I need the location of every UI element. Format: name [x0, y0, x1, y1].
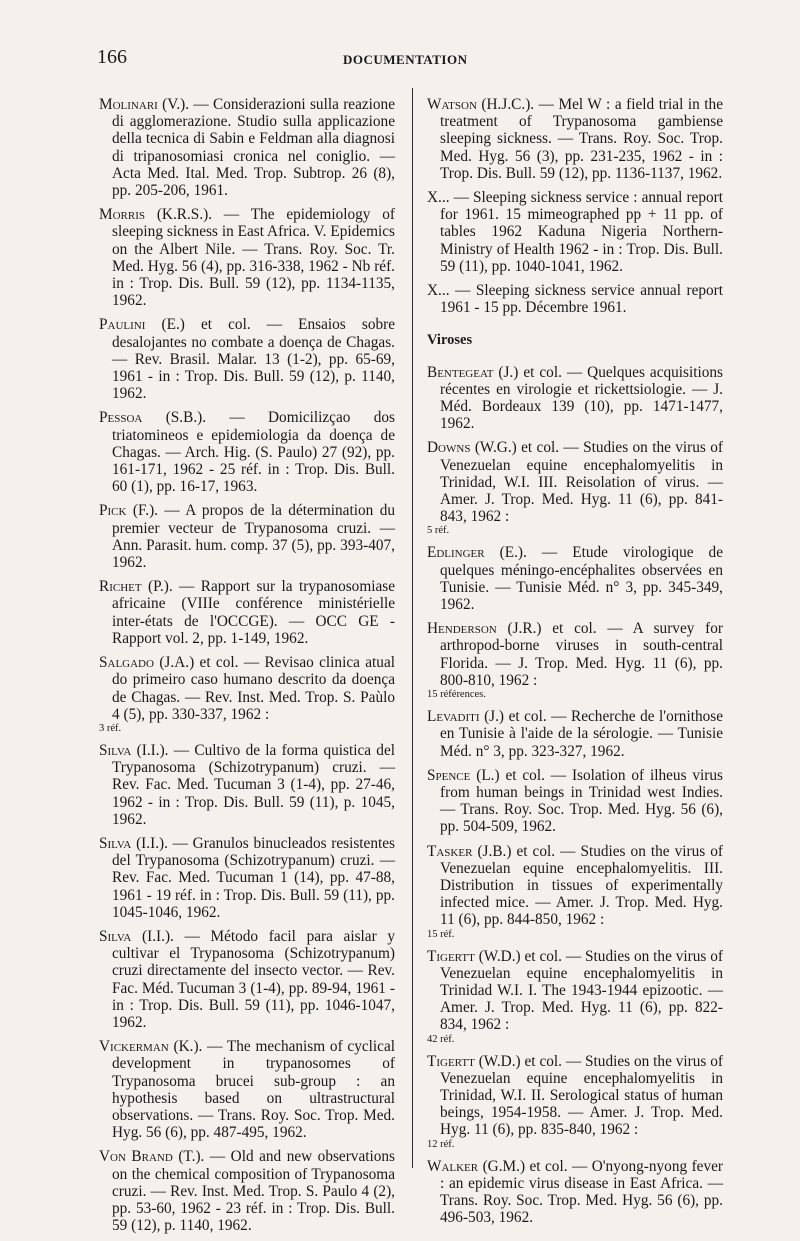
reference-author: X... — [427, 189, 450, 207]
reference-text: (I.I.). — Método facil para aislar y cultivar el Trypanosoma (Schizotrypanum) cruzi directamente del insecto vector. — Rev. Fac. Méd. Tucuman 3 (1-4), pp. 89-94, 1961 - in : Trop. Dis. Bull. 59 (11), pp. 1046-1047, 1962. — [112, 927, 395, 1031]
reference-author: Salgado — [99, 654, 154, 672]
reference-author: Downs — [427, 439, 471, 457]
reference-text: (J.) et col. — Quelques acquisitions récentes en virologie et rickettsiologie. — J. Méd. Bordeaux 139 (10), pp. 1471-1477, 1962. — [440, 363, 723, 433]
reference-text: (L.) et col. — Isolation of ilheus virus from human beings in Trinidad west Indies. — Trans. Roy. Soc. Trop. Med. Hyg. 56 (6), pp. 504-509, 1962. — [440, 766, 723, 836]
reference-text: (E.). — Etude virologique de quelques méningo-encéphalites observées en Tunisie. — Tunisie Méd. n° 3, pp. 345-349, 1962. — [440, 544, 723, 614]
reference-entry — [99, 409, 395, 495]
reference-text: (H.J.C.). — Mel W : a field trial in the treatment of Trypanosoma gambiense sleeping sickness. — Trans. Roy. Soc. Trop. Med. Hyg. 56 (3), pp. 231-235, 1962 - in : Trop. Dis. Bull. 59 (12), pp. 1136-1137, 1962. — [440, 96, 723, 182]
reference-entry — [99, 206, 395, 309]
reference-entry — [99, 928, 395, 1031]
left-column — [99, 96, 395, 1241]
reference-entry — [99, 835, 395, 921]
reference-text: (F.). — A propos de la détermination du premier vecteur de Trypanosoma cruzi. — Ann. Parasit. hum. comp. 37 (5), pp. 393-407, 1962. — [112, 502, 395, 572]
reference-entry — [427, 708, 723, 760]
reference-author: Walker — [427, 1157, 479, 1175]
reference-author: Levaditi — [427, 708, 480, 726]
reference-text: (P.). — Rapport sur la trypanosomiase africaine (VIIIe conférence ministérielle inter-états de l'OCCGE). — OCC GE - Rapport vol. 2, pp. 1-149, 1962. — [112, 578, 395, 647]
reference-count-note: 5 réf. — [427, 525, 450, 537]
reference-text: (W.D.) et col. — Studies on the virus of Venezuelan equine encephalomyelitis in Trinidad W.I. I. The 1943-1944 epizootic. — Amer. J. Trop. Med. Hyg. 11 (6), pp. 822-834, 1962 : — [440, 947, 723, 1034]
reference-author: Paulini — [99, 316, 146, 334]
reference-author: Richet — [99, 578, 142, 596]
page-number: 166 — [97, 46, 127, 68]
reference-author: Watson — [427, 96, 477, 113]
reference-entry — [99, 742, 395, 828]
reference-entry — [99, 1038, 395, 1141]
reference-entry — [427, 843, 723, 941]
reference-author: Von Brand — [99, 1148, 173, 1166]
reference-text: (J.) et col. — Recherche de l'ornithose en Tunisie à l'aide de la sérologie. — Tunisie Méd. n° 3, pp. 323-327, 1962. — [440, 708, 723, 760]
reference-count-note: 15 références. — [427, 689, 486, 701]
reference-author: Silva — [99, 927, 132, 945]
reference-entry — [427, 1158, 723, 1227]
reference-entry — [427, 282, 723, 316]
reference-author: Tigertt — [427, 947, 475, 965]
reference-entry — [99, 502, 395, 571]
reference-text: (T.). — Old and new observations on the chemical composition of Trypanosoma cruzi. — Rev. Inst. Med. Trop. S. Paulo 4 (2), pp. 53-60, 1962 - 23 réf. in : Trop. Dis. Bull. 59 (12), p. 1140, 1962. — [112, 1148, 395, 1235]
column-divider — [412, 88, 413, 1168]
reference-entry — [427, 439, 723, 537]
reference-author: Henderson — [427, 620, 497, 638]
reference-entry — [427, 948, 723, 1046]
reference-entry — [427, 544, 723, 613]
reference-count-note: 15 réf. — [427, 928, 455, 940]
reference-text: (K.R.S.). — The epidemiology of sleeping sickness in East Africa. V. Epidemics on the Albert Nile. — Trans. Roy. Soc. Tr. Med. Hyg. 56 (4), pp. 316-338, 1962 - Nb réf. in : Trop. Dis. Bull. 59 (12), pp. 1134-1135, 1962. — [112, 206, 395, 310]
reference-author: Silva — [99, 741, 132, 759]
reference-entry — [99, 654, 395, 735]
reference-text: (K.). — The mechanism of cyclical development in trypanosomes of Trypanosoma brucei sub-group : an hypothesis based on ultrastructural observations. — Trans. Roy. Soc. Trop. Med. Hyg. 56 (6), pp. 487-495, 1962. — [112, 1038, 395, 1142]
reference-text: (I.I.). — Cultivo de la forma quistica del Trypanosoma (Schizotrypanum) cruzi. — Rev. Fac. Med. Tucuman 3 (1-4), pp. 27-46, 1962 - in : Trop. Dis. Bull. 59 (11), p. 1045, 1962. — [112, 741, 395, 828]
reference-text: (S.B.). — Domicilizçao dos triatomineos e epidemiologia da doença de Chagas. — Arch. Hig. (S. Paulo) 27 (92), pp. 161-171, 1962 - 25 réf. in : Trop. Dis. Bull. 60 (1), pp. 16-17, 1963. — [112, 409, 395, 496]
reference-author: X... — [427, 282, 450, 300]
reference-author: Vickerman — [99, 1038, 169, 1056]
reference-text: (J.A.) et col. — Revisao clinica atual do primeiro caso humano descrito da doença de Chagas. — Rev. Inst. Med. Trop. S. Paùlo 4 (5), pp. 330-337, 1962 : — [112, 654, 395, 723]
reference-text: — Sleeping sickness service annual report 1961 - 15 pp. Décembre 1961. — [440, 282, 723, 317]
reference-count-note: 42 réf. — [427, 1033, 455, 1045]
reference-entry — [427, 189, 723, 275]
reference-author: Morris — [99, 206, 145, 224]
reference-author: Molinari — [99, 96, 158, 113]
reference-count-note: 12 réf. — [427, 1138, 455, 1150]
reference-text: (V.). — Considerazioni sulla reazione di agglomerazione. Studio sulla applicazione della tecnica di Sabin e Feldman alla diagnosi di tripanosomiasi cronica nel coniglio. — Acta Med. Ital. Med. Trop. Subtrop. 26 (8), pp. 205-206, 1961. — [112, 96, 395, 200]
reference-text: (J.R.) et col. — A survey for arthropod-borne viruses in south-central Florida. — J. Trop. Med. Hyg. 11 (6), pp. 800-810, 1962 : — [440, 620, 723, 689]
reference-author: Tasker — [427, 842, 473, 860]
reference-entry — [99, 96, 395, 199]
reference-text: (W.G.) et col. — Studies on the virus of Venezuelan equine encephalomyelitis in Trinidad, W.I. III. Reisolation of virus. — Amer. J. Trop. Med. Hyg. 11 (6), pp. 841-843, 1962 : — [440, 439, 723, 526]
reference-text: (G.M.) et col. — O'nyong-nyong fever : an epidemic virus disease in East Africa. — Trans. Roy. Soc. Trop. Med. Hyg. 56 (6), pp. 496-503, 1962. — [440, 1157, 723, 1227]
running-title: DOCUMENTATION — [343, 52, 468, 67]
reference-text: — Sleeping sickness service : annual report for 1961. 15 mimeographed pp + 11 pp. of tables 1962 Kaduna Nigeria Northern-Ministry of Health 1962 - in : Trop. Dis. Bull. 59 (11), pp. 1040-1041, 1962. — [440, 189, 723, 275]
reference-entry — [427, 767, 723, 836]
reference-text: (E.) et col. — Ensaios sobre desalojantes no combate a doença de Chagas. — Rev. Brasil. Malar. 13 (1-2), pp. 65-69, 1961 - in : Trop. Dis. Bull. 59 (12), p. 1140, 1962. — [112, 316, 395, 403]
reference-author: Pessoa — [99, 409, 143, 427]
reference-author: Spence — [427, 766, 471, 784]
reference-entry — [99, 1148, 395, 1234]
reference-entry — [427, 364, 723, 433]
reference-entry — [427, 1053, 723, 1151]
right-column — [427, 96, 723, 1233]
reference-author: Pick — [99, 502, 127, 520]
reference-author: Silva — [99, 834, 132, 852]
reference-count-note: 3 réf. — [99, 722, 122, 734]
reference-author: Bentegeat — [427, 363, 494, 381]
reference-text: (W.D.) et col. — Studies on the virus of Venezuelan equine encephalomyelitis in Trinidad, W.I. II. Serological status of human beings, 1954-1958. — Amer. J. Trop. Med. Hyg. 11 (6), pp. 835-840, 1962 : — [440, 1052, 723, 1139]
reference-text: (J.B.) et col. — Studies on the virus of Venezuelan equine encephalomyelitis. III. Distribution in tissues of experimentally infected mice. — Amer. J. Trop. Med. Hyg. 11 (6), pp. 844-850, 1962 : — [440, 842, 723, 929]
reference-author: Tigertt — [427, 1052, 475, 1070]
reference-entry — [99, 316, 395, 402]
reference-text: (I.I.). — Granulos binucleados resistentes del Trypanosoma (Schizotrypanum) cruzi. — Rev. Fac. Med. Tucuman 1 (14), pp. 47-88, 1961 - 19 réf. in : Trop. Dis. Bull. 59 (11), pp. 1045-1046, 1962. — [112, 834, 395, 921]
reference-author: Edlinger — [427, 544, 485, 562]
reference-entry — [99, 578, 395, 647]
reference-entry — [427, 96, 723, 182]
section-heading-viroses: Viroses — [427, 332, 473, 349]
reference-entry — [427, 620, 723, 701]
